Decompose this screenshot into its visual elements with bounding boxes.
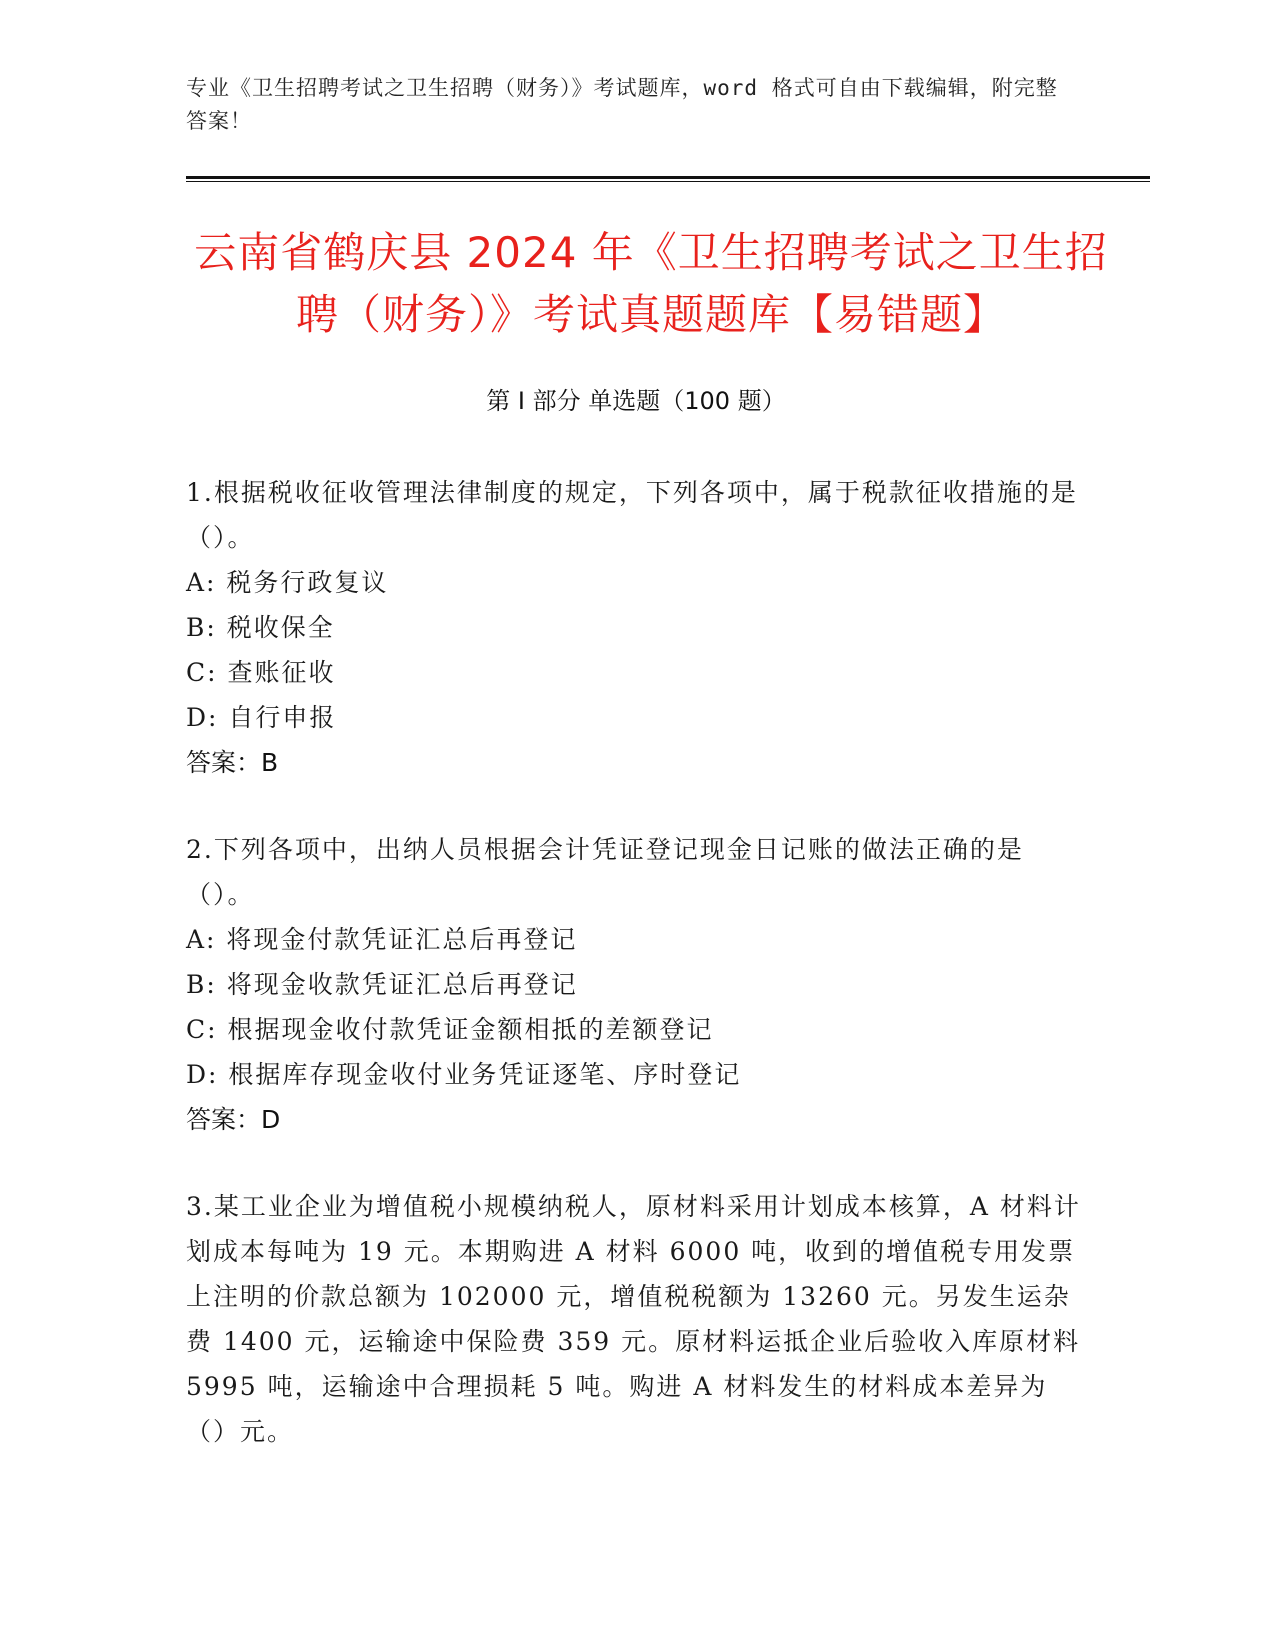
header-divider-thick [186,176,1150,179]
option-b: B: 税收保全 [186,613,335,642]
question-stem: 2.下列各项中，出纳人员根据会计凭证登记现金日记账的做法正确的是（）。 [186,835,1024,909]
header-note: 专业《卫生招聘考试之卫生招聘（财务）》考试题库，word 格式可自由下载编辑，附完整答案！ [186,76,1058,133]
question-list [186,470,1086,1496]
question-2 [186,827,1086,1142]
answer: 答案：D [186,1105,281,1134]
header-divider-thin [186,181,1150,182]
answer: 答案：B [186,748,279,777]
section-heading: 第 I 部分 单选题（100 题） [486,387,786,415]
option-c: C: 查账征收 [186,658,336,687]
option-d: D: 自行申报 [186,703,337,732]
option-a: A: 将现金付款凭证汇总后再登记 [186,925,578,954]
option-d: D: 根据库存现金收付业务凭证逐笔、序时登记 [186,1060,742,1089]
option-c: C: 根据现金收付款凭证金额相抵的差额登记 [186,1015,714,1044]
question-stem: 1.根据税收征收管理法律制度的规定，下列各项中，属于税款征收措施的是（）。 [186,478,1078,552]
option-b: B: 将现金收款凭证汇总后再登记 [186,970,578,999]
question-3 [186,1184,1086,1454]
option-a: A: 税务行政复议 [186,568,389,597]
question-1 [186,470,1086,785]
question-stem: 3.某工业企业为增值税小规模纳税人，原材料采用计划成本核算，A 材料计划成本每吨为 19 元。本期购进 A 材料 6000 吨，收到的增值税专用发票上注明的价款总额为 102000 元，增值税税额为 13260 元。另发生运杂费 1400 元，运输途中保险费 359 元。原材料运抵企业后验收入库原材料 5995 吨，运输途中合理损耗 5 吨。购进 A 材料发生的材料成本差异为（）元。 [186,1192,1081,1446]
document-title: 云南省鹤庆县 2024 年《卫生招聘考试之卫生招聘（财务）》考试真题题库【易错题】 [194,228,1108,339]
